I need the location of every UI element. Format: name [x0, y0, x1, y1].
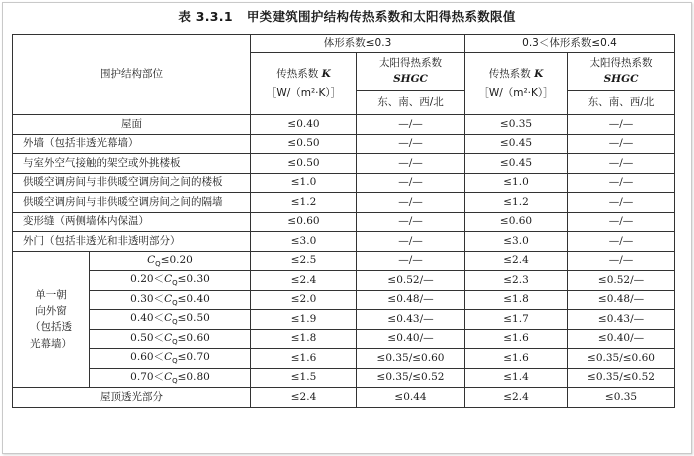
table-row [13, 115, 675, 135]
k-value-group2: ≤3.0 [465, 232, 568, 252]
k-value-group2: ≤1.0 [465, 173, 568, 193]
table-row [13, 368, 675, 388]
shgc-label: 太阳得热系数 [379, 57, 442, 70]
shgc-value-group2: ≤0.35/≤0.52 [568, 368, 675, 388]
shgc-value-group1: ≤0.35/≤0.52 [357, 368, 465, 388]
shgc-value-group1: —/— [357, 232, 465, 252]
cq-range-lower: 0.20＜ [130, 273, 165, 285]
k-value-group1: ≤0.50 [251, 154, 357, 174]
shgc-value-group2: ≤0.35 [568, 388, 675, 408]
cq-range-lower: 0.70＜ [130, 370, 165, 383]
k-value-group2: ≤1.4 [465, 368, 568, 388]
cq-subscript: Q [172, 279, 178, 288]
k-label: 传热系数 [276, 67, 319, 80]
table-row [13, 154, 675, 174]
cq-range-upper: ≤0.60 [177, 331, 210, 344]
header-shgc-1 [357, 53, 465, 91]
table-title [0, 7, 694, 25]
shgc-value-group1: ≤0.35/≤0.60 [357, 349, 465, 369]
shgc-value-group1: ≤0.44 [357, 388, 465, 408]
shgc-value-group1: —/— [357, 193, 465, 213]
cq-symbol: C [164, 292, 173, 305]
shgc-value-group1: ≤0.40/— [357, 329, 465, 349]
cq-range-upper: ≤0.20 [160, 253, 193, 266]
k-value-group1: ≤3.0 [251, 232, 357, 252]
k-value-group2: ≤2.4 [465, 251, 568, 271]
cq-symbol: C [164, 312, 173, 324]
cq-range-lower: 0.40＜ [130, 312, 165, 324]
shgc-value-group2: —/— [568, 134, 675, 154]
shgc-value-group2: —/— [568, 193, 675, 213]
cq-range-lower: 0.50＜ [130, 331, 165, 344]
k-value-group1: ≤0.50 [251, 134, 357, 154]
cq-subscript: Q [172, 298, 178, 307]
shgc-value-group2: ≤0.35/≤0.60 [568, 349, 675, 369]
cq-range-lower: 0.30＜ [130, 292, 165, 305]
part-label: 屋顶透光部分 [13, 388, 251, 408]
table-row [13, 173, 675, 193]
k-value-group2: ≤1.8 [465, 290, 568, 310]
shgc-symbol: SHGC [393, 73, 428, 85]
shgc-value-group1: ≤0.43/— [357, 310, 465, 330]
cq-range-label [90, 290, 251, 310]
table-row [13, 134, 675, 154]
shgc-value-group1: ≤0.48/— [357, 290, 465, 310]
cq-range-upper: ≤0.50 [177, 312, 210, 324]
k-unit: ［W/（m²·K）］ [478, 86, 554, 99]
table-row [13, 388, 675, 408]
shgc-value-group2: —/— [568, 173, 675, 193]
shgc-value-group2: ≤0.48/— [568, 290, 675, 310]
cq-subscript: Q [172, 318, 178, 327]
shgc-value-group2: —/— [568, 251, 675, 271]
cq-range-label [90, 251, 251, 271]
cq-subscript: Q [155, 259, 161, 268]
shgc-value-group2: ≤0.43/— [568, 310, 675, 330]
part-label: 供暖空调房间与非供暖空调房间之间的楼板 [13, 173, 251, 193]
table-row [13, 251, 675, 271]
k-value-group2: ≤1.6 [465, 349, 568, 369]
k-value-group1: ≤1.2 [251, 193, 357, 213]
shgc-value-group2: ≤0.40/— [568, 329, 675, 349]
k-label: 传热系数 [488, 67, 531, 80]
k-value-group1: ≤1.0 [251, 173, 357, 193]
k-value-group2: ≤2.3 [465, 271, 568, 291]
table-number: 表 3.3.1 [178, 9, 233, 24]
k-value-group1: ≤2.5 [251, 251, 357, 271]
header-group-1: 体形系数≤0.3 [251, 35, 465, 53]
k-value-group1: ≤1.8 [251, 329, 357, 349]
window-label-line: 向外窗 [35, 304, 67, 317]
k-value-group2: ≤1.2 [465, 193, 568, 213]
part-label: 外墙（包括非透光幕墙） [13, 134, 251, 154]
k-value-group1: ≤2.0 [251, 290, 357, 310]
k-value-group1: ≤0.40 [251, 115, 357, 135]
table-row [13, 212, 675, 232]
cq-range-lower: 0.60＜ [130, 351, 165, 363]
part-label: 屋面 [13, 115, 251, 135]
cq-range-label [90, 368, 251, 388]
header-orientation-2: 东、南、西/北 [568, 91, 675, 115]
limits-table [12, 34, 675, 408]
window-label-line: （包括透 [30, 321, 72, 334]
header-shgc-2 [568, 53, 675, 91]
k-value-group2: ≤0.35 [465, 115, 568, 135]
k-value-group1: ≤1.9 [251, 310, 357, 330]
table-row [13, 232, 675, 252]
k-value-group1: ≤2.4 [251, 388, 357, 408]
shgc-symbol: SHGC [603, 73, 639, 85]
table-row [13, 329, 675, 349]
header-orientation-1: 东、南、西/北 [357, 91, 465, 115]
shgc-value-group1: —/— [357, 212, 465, 232]
k-value-group1: ≤1.5 [251, 368, 357, 388]
shgc-value-group1: —/— [357, 251, 465, 271]
k-value-group1: ≤0.60 [251, 212, 357, 232]
cq-symbol: C [147, 253, 156, 266]
shgc-value-group2: —/— [568, 115, 675, 135]
k-symbol: K [321, 67, 331, 80]
part-label: 与室外空气接触的架空或外挑楼板 [13, 154, 251, 174]
part-label: 变形缝（两侧墙体内保温） [13, 212, 251, 232]
cq-subscript: Q [172, 357, 178, 366]
cq-range-label [90, 349, 251, 369]
shgc-value-group1: —/— [357, 173, 465, 193]
shgc-value-group1: —/— [357, 134, 465, 154]
shgc-value-group2: ≤0.52/— [568, 271, 675, 291]
cq-range-upper: ≤0.70 [177, 351, 210, 363]
k-value-group1: ≤2.4 [251, 271, 357, 291]
window-label-line: 光幕墙） [30, 337, 72, 350]
k-symbol: K [534, 67, 544, 80]
cq-symbol: C [164, 351, 173, 363]
part-label: 供暖空调房间与非供暖空调房间之间的隔墙 [13, 193, 251, 213]
header-part: 围护结构部位 [13, 35, 251, 115]
k-value-group2: ≤2.4 [465, 388, 568, 408]
cq-range-label [90, 329, 251, 349]
k-value-group1: ≤1.6 [251, 349, 357, 369]
shgc-value-group2: —/— [568, 212, 675, 232]
k-value-group2: ≤0.60 [465, 212, 568, 232]
table-row [13, 271, 675, 291]
window-group-label [13, 251, 90, 388]
table-caption: 甲类建筑围护结构传热系数和太阳得热系数限值 [246, 9, 516, 24]
cq-symbol: C [164, 331, 173, 344]
k-value-group2: ≤0.45 [465, 154, 568, 174]
table-row [13, 349, 675, 369]
k-value-group2: ≤1.6 [465, 329, 568, 349]
header-k-2 [465, 53, 568, 115]
window-label-line: 单一朝 [35, 288, 67, 301]
table-row [13, 290, 675, 310]
header-k-1 [251, 53, 357, 115]
shgc-label: 太阳得热系数 [589, 57, 653, 70]
shgc-value-group2: —/— [568, 154, 675, 174]
cq-range-upper: ≤0.40 [177, 292, 210, 305]
shgc-value-group1: —/— [357, 115, 465, 135]
cq-range-upper: ≤0.80 [177, 370, 210, 383]
cq-subscript: Q [172, 376, 178, 385]
table-row [13, 193, 675, 213]
cq-range-upper: ≤0.30 [177, 273, 210, 285]
shgc-value-group1: —/— [357, 154, 465, 174]
shgc-value-group1: ≤0.52/— [357, 271, 465, 291]
k-value-group2: ≤0.45 [465, 134, 568, 154]
shgc-value-group2: —/— [568, 232, 675, 252]
cq-range-label [90, 310, 251, 330]
cq-symbol: C [164, 273, 173, 285]
cq-subscript: Q [172, 337, 178, 346]
header-group-2: 0.3＜体形系数≤0.4 [465, 35, 675, 53]
k-unit: ［W/（m²·K）］ [265, 86, 342, 99]
cq-symbol: C [164, 370, 173, 383]
cq-range-label [90, 271, 251, 291]
part-label: 外门（包括非透光和非透明部分） [13, 232, 251, 252]
k-value-group2: ≤1.7 [465, 310, 568, 330]
table-row [13, 310, 675, 330]
